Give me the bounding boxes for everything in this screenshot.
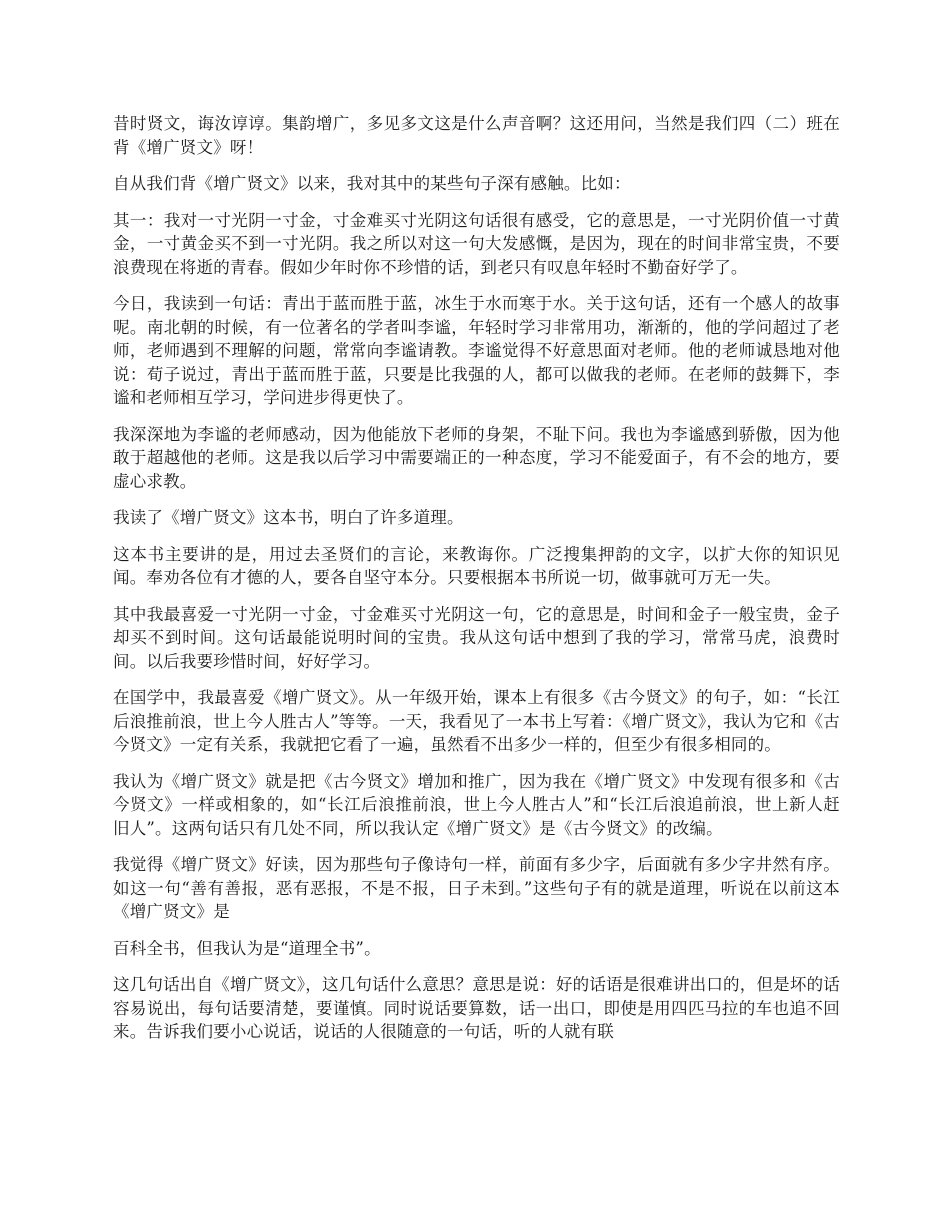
paragraph: 这本书主要讲的是，用过去圣贤们的言论，来教诲你。广泛搜集押韵的文字，以扩大你的知识见闻。奉劝各位有才德的人，要各自坚守本分。只要根据本书所说一切，做事就可万无一失。 (113, 544, 840, 587)
document-body (113, 112, 840, 1057)
paragraph: 我读了《增广贤文》这本书，明白了许多道理。 (113, 508, 464, 527)
paragraph: 其一：我对一寸光阴一寸金，寸金难买寸光阴这句话很有感受，它的意思是，一寸光阴价值一寸黄金，一寸黄金买不到一寸光阴。我之所以对这一句大发感慨，是因为，现在的时间非常宝贵，不要浪费现在将逝的青春。假如少年时你不珍惜的话，到老只有叹息年轻时不勤奋好学了。 (113, 210, 840, 277)
paragraph: 我认为《增广贤文》就是把《古今贤文》增加和推广，因为我在《增广贤文》中发现有很多和《古今贤文》一样或相象的，如“长江后浪推前浪，世上今人胜古人”和“长江后浪追前浪，世上新人赶旧人”。这两句话只有几处不同，所以我认定《增广贤文》是《古今贤文》的改编。 (113, 771, 840, 838)
paragraph: 我觉得《增广贤文》好读，因为那些句子像诗句一样，前面有多少字，后面就有多少字井然有序。如这一句“善有善报，恶有恶报，不是不报，日子未到。”这些句子有的就是道理，听说在以前这本《增广贤文》是 (113, 855, 840, 921)
paragraph: 昔时贤文，诲汝谆谆。集韵增广，多见多文这是什么声音啊？这还用问，当然是我们四（二）班在背《增广贤文》呀！ (113, 114, 840, 157)
paragraph: 自从我们背《增广贤文》以来，我对其中的某些句子深有感触。比如： (113, 174, 631, 193)
paragraph: 在国学中，我最喜爱《增广贤文》。从一年级开始，课本上有很多《古今贤文》的句子，如：“长江后浪推前浪，世上今人胜古人”等等。一天，我看见了一本书上写着：《增广贤文》，我认为它和《古今贤文》一定有关系，我就把它看了一遍，虽然看不出多少一样的，但至少有很多相同的。 (113, 688, 840, 754)
paragraph: 其中我最喜爱一寸光阴一寸金，寸金难买寸光阴这一句，它的意思是，时间和金子一般宝贵，金子却买不到时间。这句话最能说明时间的宝贵。我从这句话中想到了我的学习，常常马虎，浪费时间。以后我要珍惜时间，好好学习。 (113, 604, 840, 671)
paragraph: 这几句话出自《增广贤文》，这几句话什么意思？意思是说：好的话语是很难讲出口的，但是坏的话容易说出，每句话要清楚，要谨慎。同时说话要算数，话一出口，即使是用四匹马拉的车也追不回来。告诉我们要小心说话，说话的人很随意的一句话，听的人就有联 (113, 975, 840, 1041)
paragraph: 今日，我读到一句话：青出于蓝而胜于蓝，冰生于水而寒于水。关于这句话，还有一个感人的故事呢。南北朝的时候，有一位著名的学者叫李谧，年轻时学习非常用功，渐渐的，他的学问超过了老师，老师遇到不理解的问题，常常向李谧请教。李谧觉得不好意思面对老师。他的老师诚恳地对他说：荀子说过，青出于蓝而胜于蓝，只要是比我强的人，都可以做我的老师。在老师的鼓舞下，李谧和老师相互学习，学问进步得更快了。 (113, 294, 840, 407)
paragraph: 百科全书，但我认为是“道理全书”。 (113, 938, 381, 958)
paragraph: 我深深地为李谧的老师感动，因为他能放下老师的身架，不耻下问。我也为李谧感到骄傲，因为他敢于超越他的老师。这是我以后学习中需要端正的一种态度，学习不能爱面子，有不会的地方，要虚心求教。 (113, 424, 840, 491)
